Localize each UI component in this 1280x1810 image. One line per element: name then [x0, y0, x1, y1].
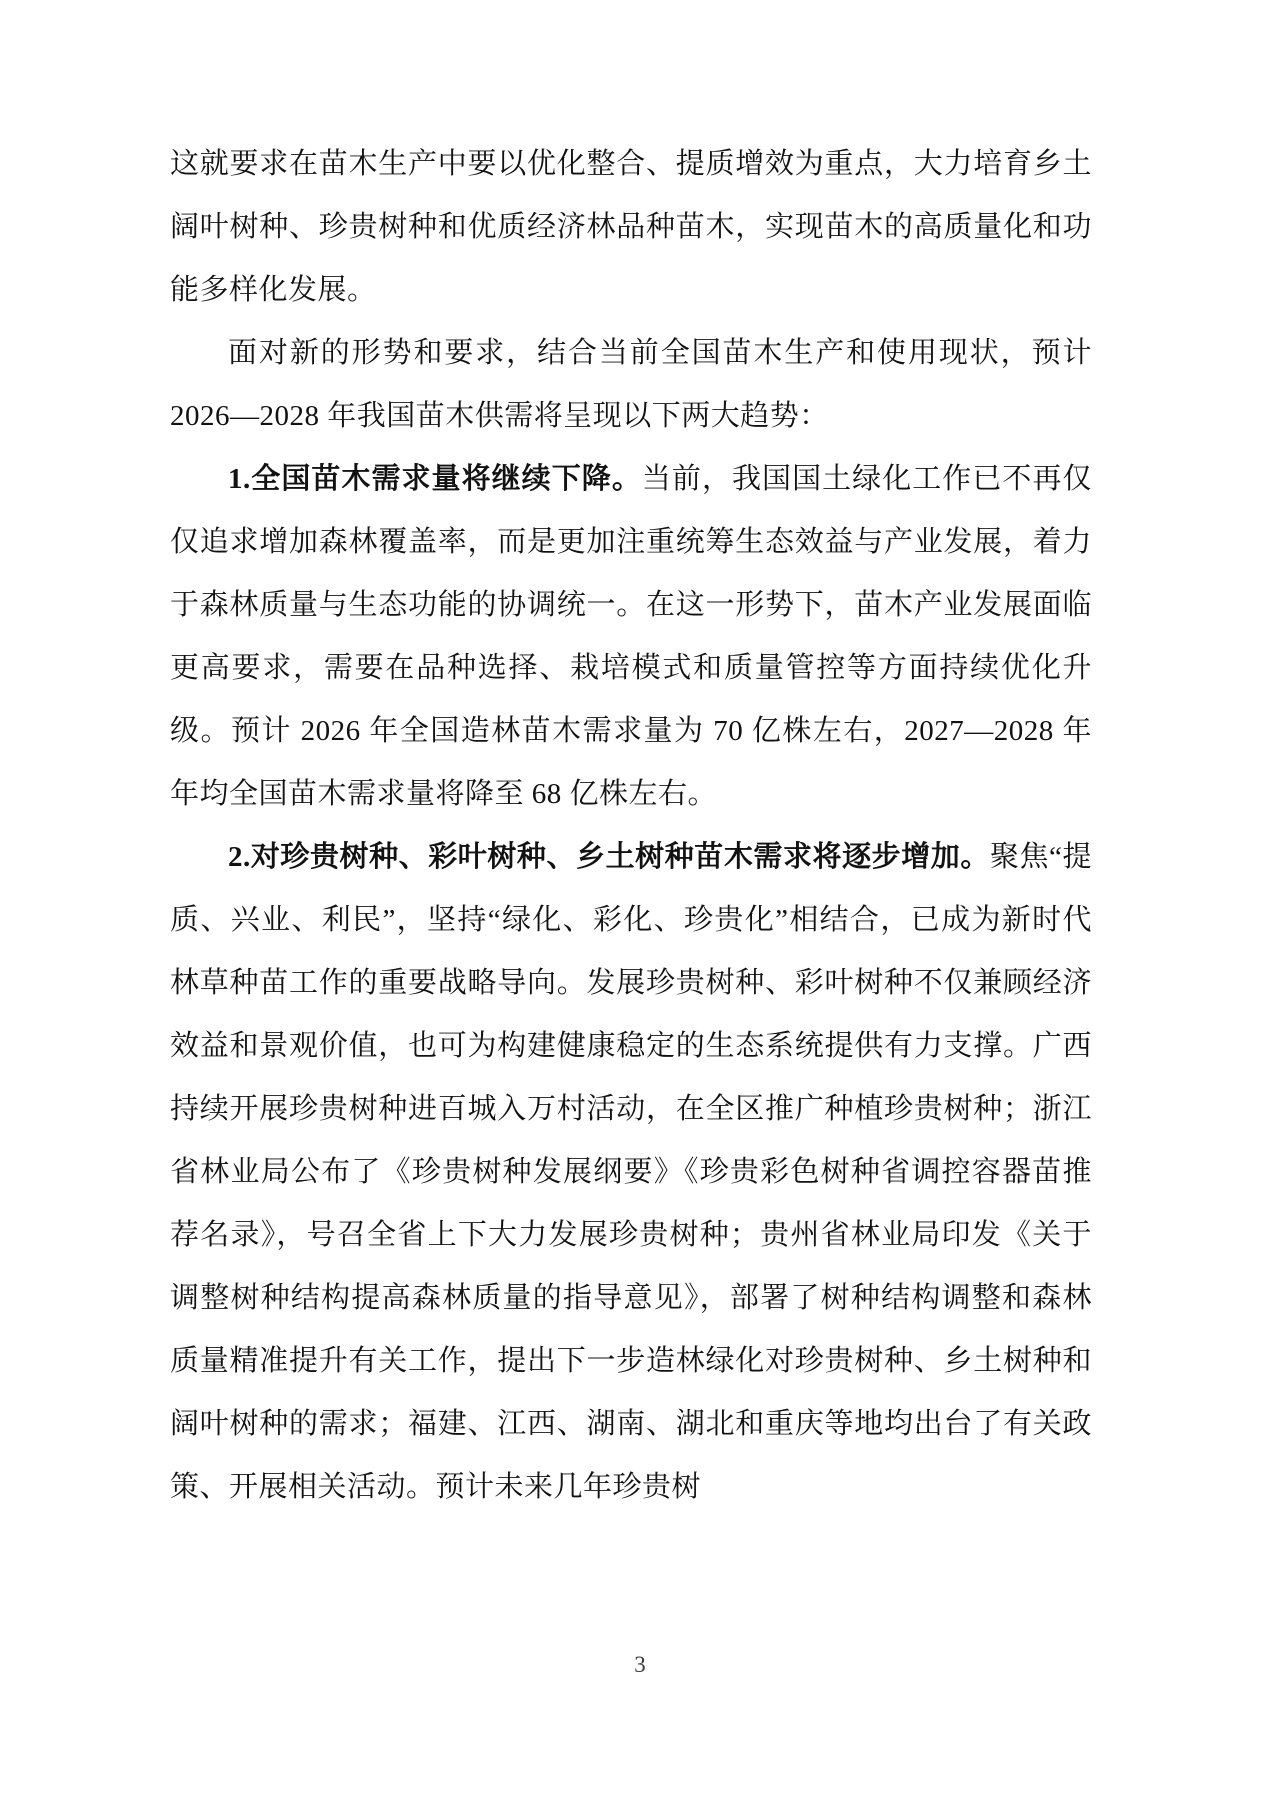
paragraph — [170, 826, 1092, 1519]
text-run: 这就要求在苗木生产中要以优化整合、提质增效为重点，大力培育乡土阔叶树种、珍贵树种和优质经济林品种苗木，实现苗木的高质量化和功能多样化发展。 — [170, 148, 1092, 306]
document-body — [170, 133, 1092, 1519]
text-run: 面对新的形势和要求，结合当前全国苗木生产和使用现状，预计 2026—2028 年我国苗木供需将呈现以下两大趋势： — [170, 337, 1092, 432]
page-number: 3 — [634, 1652, 646, 1677]
paragraph-heading-run: 2.对珍贵树种、彩叶树种、乡土树种苗木需求将逐步增加。 — [228, 841, 990, 873]
paragraph-heading-run: 1.全国苗木需求量将继续下降。 — [228, 463, 642, 495]
text-run: 当前，我国国土绿化工作已不再仅仅追求增加森林覆盖率，而是更加注重统筹生态效益与产业发展，着力于森林质量与生态功能的协调统一。在这一形势下，苗木产业发展面临更高要求，需要在品种选择、栽培模式和质量管控等方面持续优化升级。预计 2026 年全国造林苗木需求量为 70 亿株左右，2027—2028 年年均全国苗木需求量将降至 68 亿株左右。 — [170, 463, 1092, 810]
paragraph — [170, 133, 1092, 322]
paragraph — [170, 322, 1092, 448]
text-run: 聚焦“提质、兴业、利民”，坚持“绿化、彩化、珍贵化”相结合，已成为新时代林草种苗工作的重要战略导向。发展珍贵树种、彩叶树种不仅兼顾经济效益和景观价值，也可为构建健康稳定的生态系统提供有力支撑。广西持续开展珍贵树种进百城入万村活动，在全区推广种植珍贵树种；浙江省林业局公布了《珍贵树种发展纲要》《珍贵彩色树种省调控容器苗推荐名录》，号召全省上下大力发展珍贵树种；贵州省林业局印发《关于调整树种结构提高森林质量的指导意见》，部署了树种结构调整和森林质量精准提升有关工作，提出下一步造林绿化对珍贵树种、乡土树种和阔叶树种的需求；福建、江西、湖南、湖北和重庆等地均出台了有关政策、开展相关活动。预计未来几年珍贵树 — [170, 841, 1092, 1503]
paragraph — [170, 448, 1092, 826]
